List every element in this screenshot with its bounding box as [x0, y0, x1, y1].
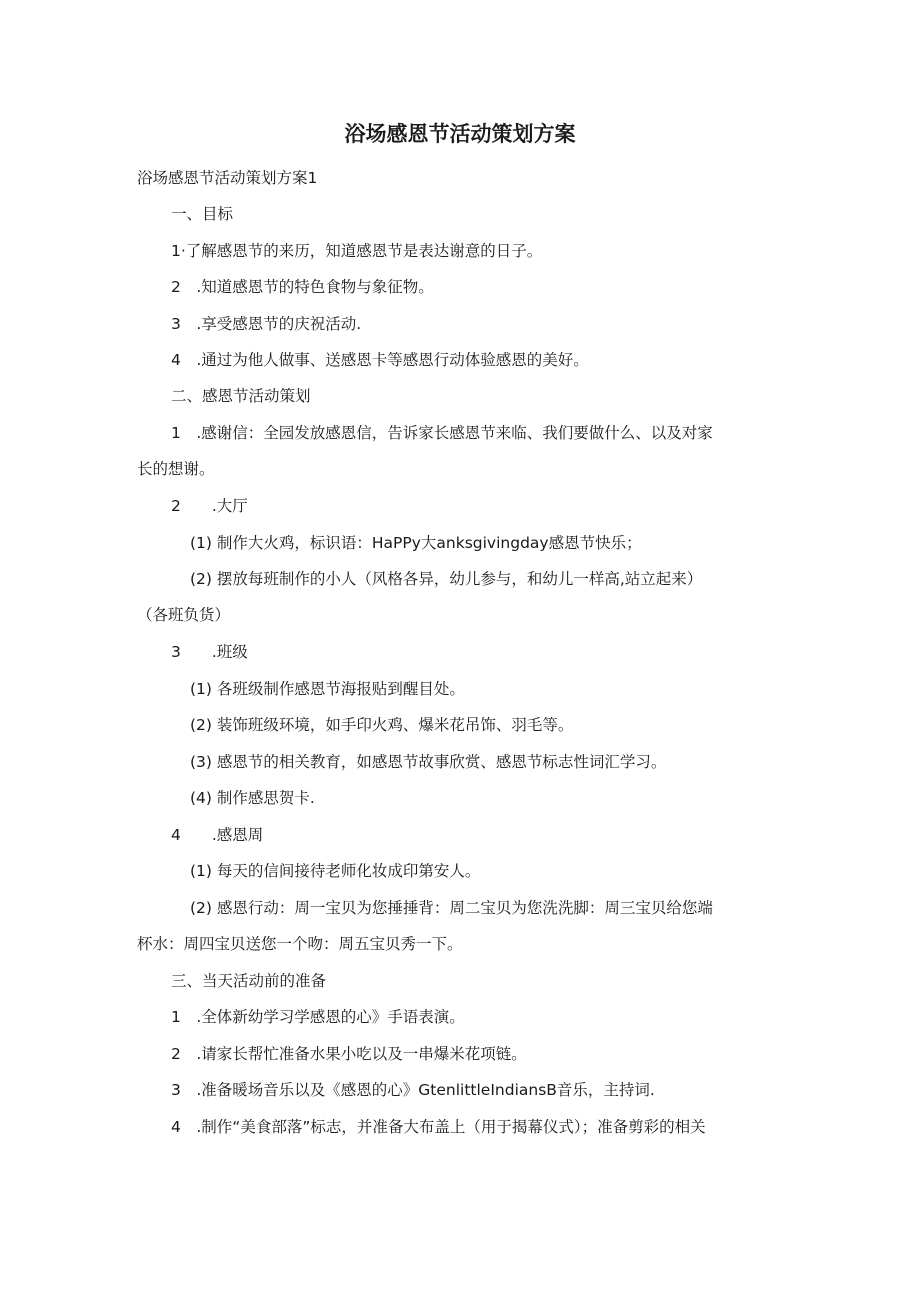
paragraph-line: 2 .大厅: [171, 497, 248, 515]
paragraph-line: 2 .知道感恩节的特色食物与象征物。: [171, 278, 434, 296]
paragraph-line: 4 .通过为他人做事、送感恩卡等感恩行动体验感恩的美好。: [171, 351, 589, 369]
paragraph-line: 长的想谢。: [137, 460, 215, 478]
paragraph-line: 杯水：周四宝贝送您一个吻：周五宝贝秀一下。: [137, 935, 463, 953]
paragraph-line: (1) 制作大火鸡，标识语：HaPPy大anksgivingday感恩节快乐；: [190, 534, 642, 552]
paragraph-line: 3 .享受感恩节的庆祝活动.: [171, 315, 362, 333]
paragraph-line: 3 .班级: [171, 643, 248, 661]
paragraph-line: (4) 制作感思贺卡.: [190, 789, 315, 807]
section-heading-planning: 二、感恩节活动策划: [171, 387, 311, 405]
paragraph-line: 4 .感恩周: [171, 826, 264, 844]
section-heading-goals: 一、目标: [171, 205, 234, 223]
paragraph-line: （各班负货）: [137, 606, 231, 624]
section-heading-preparation: 三、当天活动前的准备: [171, 972, 327, 990]
paragraph-line: (2) 装饰班级环境，如手印火鸡、爆米花吊饰、羽毛等。: [190, 716, 574, 734]
paragraph-line: 2 .请家长帮忙准备水果小吃以及一串爆米花项链。: [171, 1045, 527, 1063]
paragraph-line: 4 .制作“美食部落”标志，并准备大布盖上（用于揭幕仪式）；准备剪彩的相关: [171, 1118, 706, 1136]
page-title: 浴场感恩节活动策划方案: [344, 122, 576, 146]
paragraph-line: 3 .准备暖场音乐以及《感恩的心》GtenlittleIndiansB音乐，主持词.: [171, 1081, 655, 1099]
paragraph-line: (1) 各班级制作感恩节海报贴到醒目处。: [190, 680, 465, 698]
paragraph-line: (3) 感恩节的相关教育，如感恩节故事欣赏、感恩节标志性词汇学习。: [190, 753, 667, 771]
document-subtitle: 浴场感恩节活动策划方案1: [137, 169, 318, 187]
paragraph-line: (2) 感恩行动：周一宝贝为您捶捶背：周二宝贝为您洗洗脚：周三宝贝给您端: [190, 899, 713, 917]
paragraph-line: 1 .全体新幼学习学感恩的心》手语表演。: [171, 1008, 465, 1026]
paragraph-line: 1·了解感恩节的来历，知道感恩节是表达谢意的日子。: [171, 242, 543, 260]
paragraph-line: 1 .感谢信：全园发放感恩信，告诉家长感恩节来临、我们要做什么、以及对家: [171, 424, 713, 442]
paragraph-line: (1) 每天的信间接待老师化妆成印第安人。: [190, 862, 481, 880]
paragraph-line: (2) 摆放每班制作的小人（风格各异，幼儿参与，和幼儿一样高,站立起来）: [190, 570, 703, 588]
